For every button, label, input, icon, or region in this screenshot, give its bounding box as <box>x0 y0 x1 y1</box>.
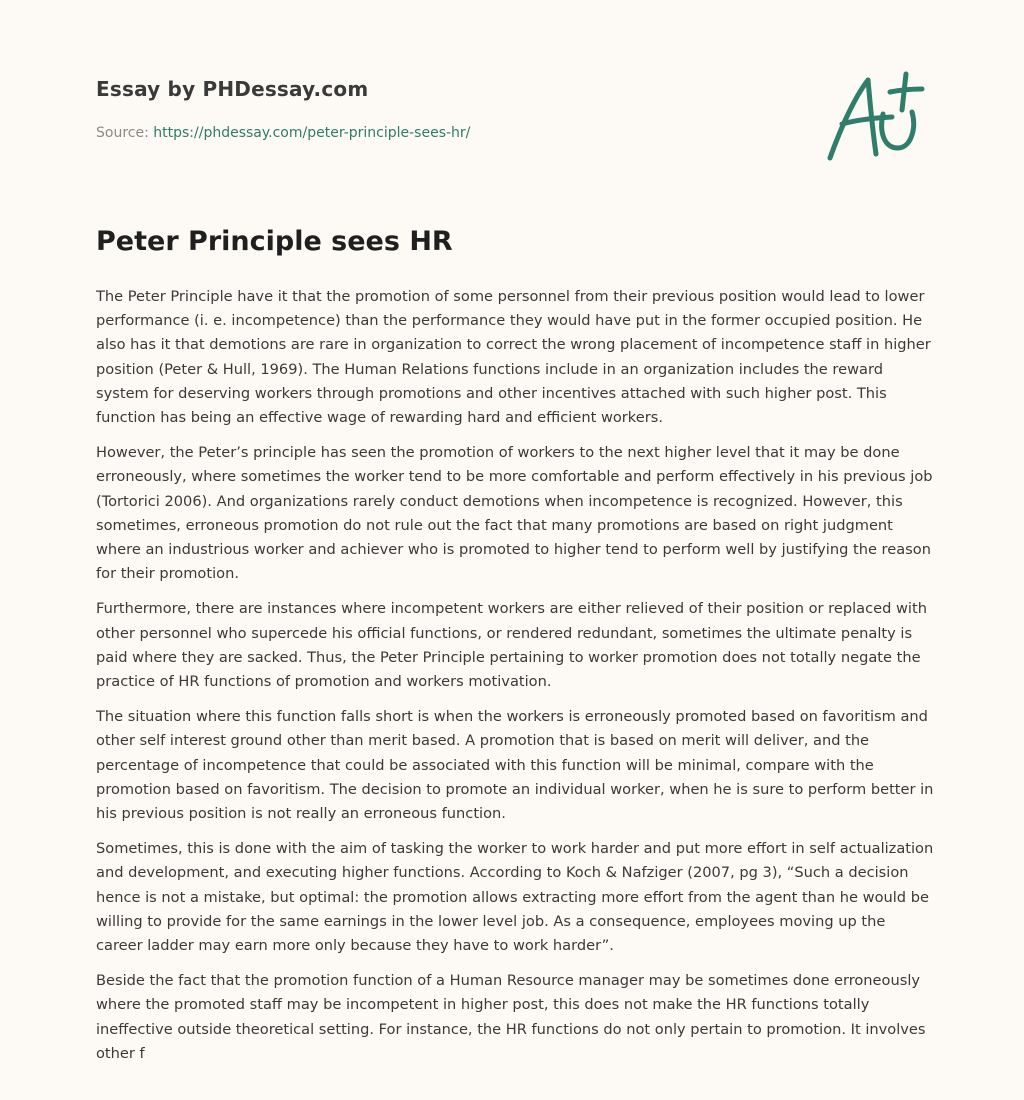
source-link[interactable]: https://phdessay.com/peter-principle-sees-hr/ <box>153 125 471 141</box>
essay-paragraph: Sometimes, this is done with the aim of tasking the worker to work harder and put more effort in self actualization and development, and executing higher functions. According to Koch & Nafziger (2007, pg 3), “Such a decision hence is not a mistake, but optimal: the promotion allows extracting more effort from the agent than he would be willing to provide for the same earnings in the lower level job. As a consequence, employees moving up the career ladder may earn more only because they have to work harder”. <box>96 840 934 955</box>
essay-paragraph: The Peter Principle have it that the promotion of some personnel from their previous position would lead to lower performance (i. e. incompetence) than the performance they would have put in the former occupied position. He also has it that demotions are rare in organization to correct the wrong placement of incompetence staff in higher position (Peter & Hull, 1969). The Human Relations functions include in an organization includes the reward system for deserving workers through promotions and other incentives attached with such higher post. This function has being an effective wage of rewarding hard and efficient workers. <box>96 288 931 427</box>
site-title: Essay by PHDessay.com <box>96 77 369 101</box>
essay-paragraph: Beside the fact that the promotion function of a Human Resource manager may be sometimes done erroneously where the promoted staff may be incompetent in higher post, this does not make the HR functions totally ineffective outside theoretical setting. For instance, the HR functions do not only pertain to promotion. It involves other f <box>96 972 926 1062</box>
source-line <box>96 125 470 141</box>
essay-body <box>96 285 934 1077</box>
essay-title: Peter Principle sees HR <box>96 226 453 257</box>
source-label: Source: <box>96 125 149 141</box>
essay-paragraph: However, the Peter’s principle has seen the promotion of workers to the next higher level that it may be done erroneously, where sometimes the worker tend to be more comfortable and perform effectively in his previous job (Tortorici 2006). And organizations rarely conduct demotions when incompetence is recognized. However, this sometimes, erroneous promotion do not rule out the fact that many promotions are based on right judgment where an industrious worker and achiever who is promoted to higher tend to perform well by justifying the reason for their promotion. <box>96 444 933 583</box>
essay-paragraph: Furthermore, there are instances where incompetent workers are either relieved of their position or replaced with other personnel who supercede his official functions, or rendered redundant, sometimes the ultimate penalty is paid where they are sacked. Thus, the Peter Principle pertaining to worker promotion does not totally negate the practice of HR functions of promotion and workers motivation. <box>96 600 927 691</box>
essay-paragraph: The situation where this function falls short is when the workers is erroneously promoted based on favoritism and other self interest ground other than merit based. A promotion that is based on merit will deliver, and the percentage of incompetence that could be associated with this function will be minimal, compare with the promotion based on favoritism. The decision to promote an individual worker, when he is sure to perform better in his previous position is not really an erroneous function. <box>96 708 934 823</box>
a-plus-logo-icon <box>822 68 928 164</box>
